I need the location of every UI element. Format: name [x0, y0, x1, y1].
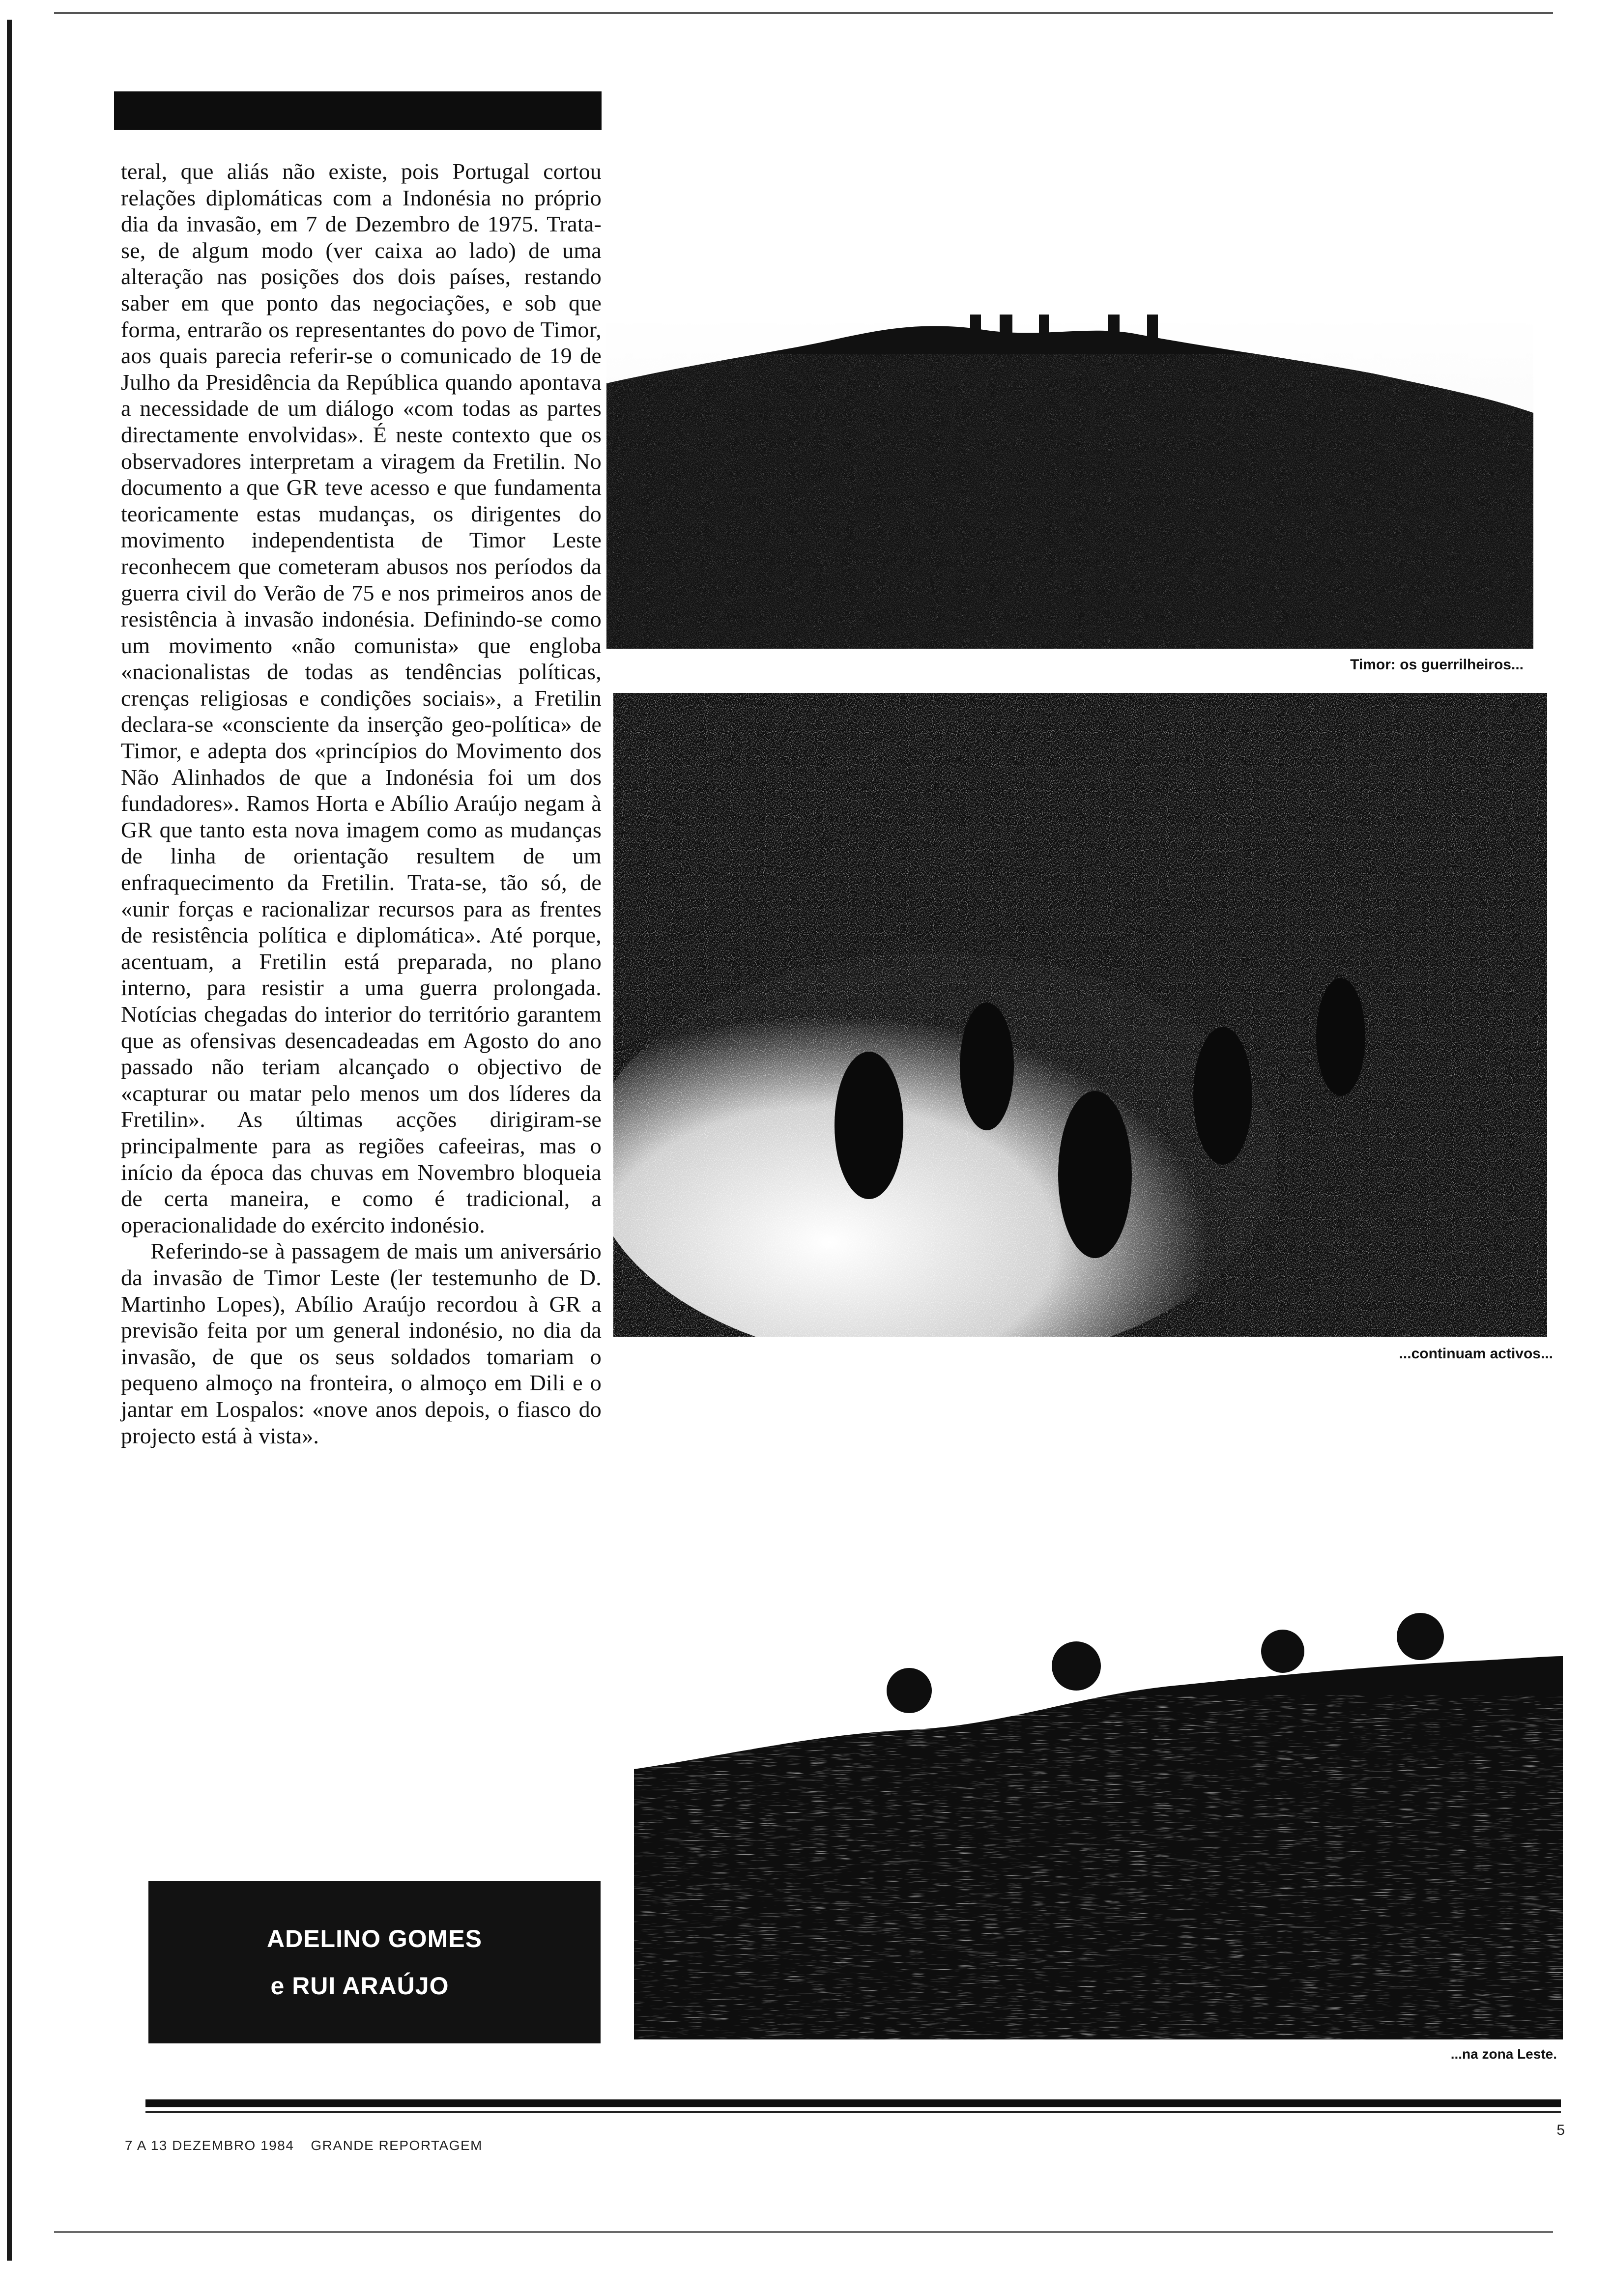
photo-caption-3: ...na zona Leste. — [1450, 2046, 1557, 2062]
photo-guerrillas-marching — [613, 693, 1547, 1337]
footer-date: 7 A 13 DEZEMBRO 1984 — [125, 2138, 294, 2153]
byline-author-2: e RUI ARAÚJO — [270, 1972, 449, 2000]
footer-rule-thin — [145, 2111, 1561, 2113]
page-number: 5 — [1556, 2122, 1565, 2138]
footer-publication: GRANDE REPORTAGEM — [311, 2138, 483, 2153]
footer-issue-info — [125, 2138, 483, 2153]
scan-bottom-line — [54, 2231, 1553, 2233]
photo-guerrillas-ridge — [606, 315, 1533, 649]
article-paragraph-1: teral, que aliás não existe, pois Portugal cortou relações diplomáticas com a Indonésia no próprio dia da invasão, em 7 de Dezembro de 1975. Trata-se, de algum modo (ver caixa ao lado) de uma alteração nas posições dos dois países, restando saber em que ponto das negociações, e sob que forma, entrarão os representantes do povo de Timor, aos quais parecia referir-se o comunicado de 19 de Julho da Presidência da República quando apontava a necessidade de um diálogo «com todas as partes directamente envolvidas». É neste contexto que os observadores interpretam a viragem da Fretilin. No documento a que GR teve acesso e que fundamenta teoricamente estas mudanças, os dirigentes do movimento independentista de Timor Leste reconhecem que cometeram abusos nos períodos da guerra civil do Verão de 75 e nos primeiros anos de resistência à invasão indonésia. Definindo-se como um movimento «não comunista» que engloba «nacionalistas de todas as tendências políticas, crenças religiosas e condições sociais», a Fretilin declara-se «consciente da inserção geo-política» de Timor, e adepta dos «princípios do Movimento dos Não Alinhados de que a Indonésia foi um dos fundadores». Ramos Horta e Abílio Araújo negam à GR que tanto esta nova imagem como as mudanças de linha de orientação resultem de um enfraquecimento da Fretilin. Trata-se, tão só, de «unir forças e racionalizar recursos para as frentes de resistência política e diplomática». Até porque, acentuam, a Fretilin está preparada, no plano interno, para resistir a uma guerra prolongada. Notícias chegadas do interior do território garantem que as ofensivas desencadeadas em Agosto do ano passado não teriam alcançado o objectivo de «capturar ou matar pelo menos um dos líderes da Fretilin». As últimas acções dirigiram-se principalmente para as regiões cafeeiras, mas o início da época das chuvas em Novembro bloqueia de certa maneira, e como é tradicional, a operacionalidade do exército indonésio. — [121, 159, 602, 1237]
scan-edge-shadow — [7, 20, 12, 2261]
header-bar — [114, 91, 602, 130]
photo-guerrillas-grass — [634, 1607, 1563, 2039]
article-paragraph-2: Referindo-se à passagem de mais um aniversário da invasão de Timor Leste (ler testemunho de D. Martinho Lopes), Abílio Araújo recordou à GR a previsão feita por um general indonésio, no dia da invasão, de que os seus soldados tomariam o pequeno almoço na fronteira, o almoço em Dili e o jantar em Lospalos: «nove anos depois, o fiasco do projecto está à vista». — [121, 1238, 602, 1448]
scan-top-line — [54, 12, 1553, 14]
article-body — [121, 158, 602, 1449]
footer-rule — [145, 2099, 1561, 2107]
photo-caption-1: Timor: os guerrilheiros... — [1350, 657, 1524, 673]
photo-caption-2: ...continuam activos... — [1399, 1346, 1553, 1362]
byline-author-1: ADELINO GOMES — [266, 1925, 483, 1952]
byline-box — [148, 1881, 601, 2043]
